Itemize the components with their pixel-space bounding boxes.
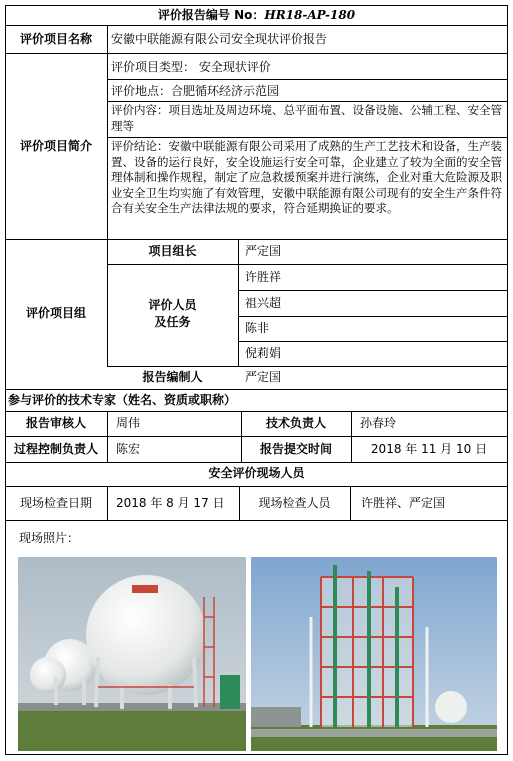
submit-time-label: 报告提交时间: [259, 442, 332, 456]
team-leader: 严定国: [245, 244, 282, 258]
team-members-task-label: 及任务: [154, 315, 191, 329]
report-number-title: 评价报告编号 No：HR18-AP-180: [157, 8, 356, 22]
site-date: 2018 年 8 月 17 日: [116, 496, 225, 510]
site-photos-label: 现场照片：: [19, 531, 80, 545]
site-date-label: 现场检查日期: [19, 496, 92, 510]
experts-heading: 参与评价的技术专家（姓名、资质或职称）: [8, 393, 237, 407]
reviewer-label: 报告审核人: [25, 416, 86, 430]
project-intro-label: 评价项目简介: [19, 139, 92, 153]
process-control-label: 过程控制负责人: [13, 442, 98, 456]
report-form: [5, 5, 508, 754]
project-name: 安徽中联能源有限公司安全现状评价报告: [111, 32, 328, 46]
site-people-label: 现场检查人员: [258, 496, 331, 510]
reviewer: 周伟: [116, 416, 141, 430]
project-conclusion: 评价结论：安徽中联能源有限公司采用了成熟的生产工艺技术和设备，生产装置、设备的运行良好，安全设施运行安全可靠，企业建立了较为全面的安全管理体制和操作规程，制定了应急救援预案并进行演练，企业对重大危险源及职业安全卫生均实施了有效管理，安徽中联能源有限公司现有的安全生产条件符合有关安全生产法律法规的要求，符合延期换证的要求。: [111, 139, 502, 216]
tech-lead: 孙春玲: [360, 416, 397, 430]
report-compiler-label: 报告编制人: [142, 370, 203, 384]
project-location: 评价地点：合肥循环经济示范园: [111, 84, 280, 98]
team-member: 许胜祥: [245, 270, 282, 284]
team-leader-label: 项目组长: [148, 244, 197, 258]
team-members-label: 评价人员: [148, 298, 197, 312]
team-member: 陈非: [245, 321, 270, 335]
project-type: 评价项目类型： 安全现状评价: [111, 60, 271, 74]
team-member: 祖兴超: [245, 296, 282, 310]
site-photo-spherical-tanks: [18, 557, 246, 751]
project-name-label: 评价项目名称: [19, 32, 92, 46]
report-number: HR18-AP-180: [264, 8, 356, 22]
submit-date: 2018 年 11 月 10 日: [370, 442, 488, 456]
team-label: 评价项目组: [25, 306, 86, 320]
site-photo-process-tower: [251, 557, 497, 751]
report-compiler: 严定国: [245, 370, 282, 384]
tech-lead-label: 技术负责人: [265, 416, 326, 430]
site-people: 许胜祥、严定国: [361, 496, 446, 510]
project-content: 评价内容：项目选址及周边环境、总平面布置、设备设施、公辅工程、安全管理等: [111, 103, 502, 133]
process-control: 陈宏: [116, 442, 141, 456]
team-member: 倪莉娟: [245, 346, 282, 360]
site-heading: 安全评价现场人员: [208, 466, 305, 480]
